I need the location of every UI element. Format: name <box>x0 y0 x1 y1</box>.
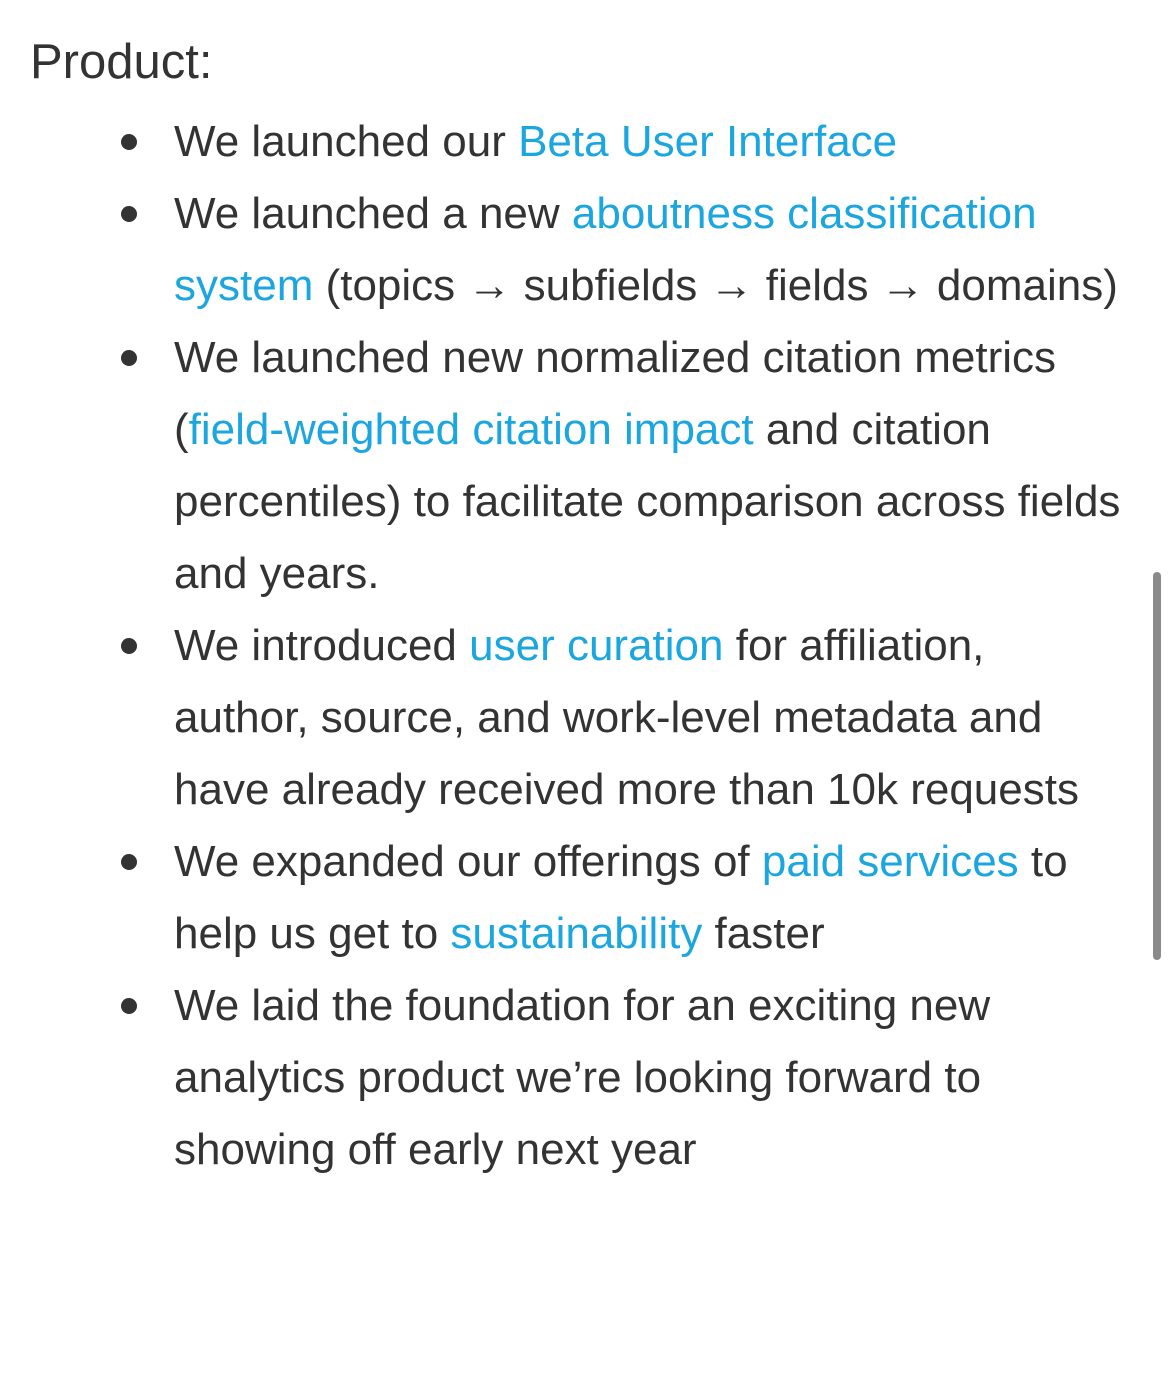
field-weighted-citation-impact-link[interactable]: field-weighted citation impact <box>188 405 754 454</box>
bullet-icon <box>121 998 137 1014</box>
bullet-icon <box>121 638 137 654</box>
section-heading: Product: <box>30 35 213 89</box>
list-item <box>0 970 1150 1186</box>
bullet-icon <box>121 206 137 222</box>
sustainability-link[interactable]: sustainability <box>450 909 703 958</box>
item-text: We launched new normalized citation metrics ( <box>174 333 1057 454</box>
paid-services-link[interactable]: paid services <box>761 837 1019 886</box>
item-text: We launched our <box>174 117 519 166</box>
bullet-icon <box>121 854 137 870</box>
list-item <box>0 178 1150 322</box>
item-text: (topics → subfields → fields → domains) <box>313 261 1118 310</box>
beta-user-interface-link[interactable]: Beta User Interface <box>518 117 898 166</box>
item-text: We laid the foundation for an exciting new analytics product we’re looking forward to showing off early next year <box>174 981 991 1174</box>
list-item <box>0 106 1150 178</box>
user-curation-link[interactable]: user curation <box>469 621 724 670</box>
item-text: faster <box>702 909 825 958</box>
list-item <box>0 322 1150 610</box>
item-text: We expanded our offerings of <box>174 837 762 886</box>
bullet-list <box>0 106 1150 1186</box>
item-text: and citation percentiles) to facilitate comparison across fields and years. <box>174 405 1121 598</box>
list-item <box>0 610 1150 826</box>
aboutness-classification-link[interactable]: aboutness classification system <box>174 189 1037 310</box>
item-text: for affiliation, author, source, and work-level metadata and have already received more than 10k requests <box>174 621 1079 814</box>
bullet-icon <box>121 134 137 150</box>
item-text: We introduced <box>174 621 470 670</box>
scrollbar-thumb[interactable] <box>1153 572 1161 960</box>
list-item <box>0 826 1150 970</box>
item-text: to help us get to <box>174 837 1068 958</box>
bullet-icon <box>121 350 137 366</box>
item-text: We launched a new <box>174 189 572 238</box>
